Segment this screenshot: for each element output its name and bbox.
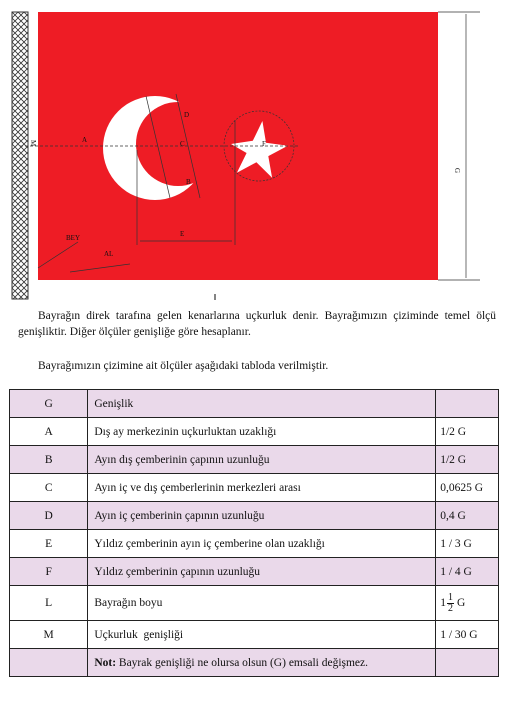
label-f: F xyxy=(262,140,266,148)
table-cell-value: 1/2 G xyxy=(436,446,499,474)
table-cell-symbol: A xyxy=(10,418,88,446)
table-cell-symbol: D xyxy=(10,502,88,530)
note-text: Bayrak genişliği ne olursa olsun (G) emsali değişmez. xyxy=(116,656,369,669)
table-cell-value xyxy=(436,390,499,418)
fraction xyxy=(447,593,454,614)
fraction-denominator: 2 xyxy=(447,602,453,614)
table-cell-value: 0,0625 G xyxy=(436,474,499,502)
table-cell-description: Yıldız çemberinin çapının uzunluğu xyxy=(88,558,436,586)
table-row xyxy=(10,502,499,530)
table-cell-value: 0,4 G xyxy=(436,502,499,530)
table-cell-value: 1 / 30 G xyxy=(436,621,499,649)
table-row-note xyxy=(10,649,499,677)
mixed-number-whole: 1 xyxy=(440,596,446,609)
table-cell-symbol: C xyxy=(10,474,88,502)
paragraph-hoist-definition: Bayrağın direk tarafına gelen kenarlarına uçkurluk denir. Bayrağımızın çiziminde temel ölçü genişliktir. Diğer ölçüler genişliğe göre hesaplanır. xyxy=(18,310,496,338)
table-row xyxy=(10,558,499,586)
table-row xyxy=(10,586,499,621)
table-cell-symbol: G xyxy=(10,390,88,418)
label-c: C xyxy=(180,140,185,148)
table-cell-symbol: B xyxy=(10,446,88,474)
table-row xyxy=(10,621,499,649)
label-a: A xyxy=(82,136,88,144)
label-bey: BEY xyxy=(66,234,80,242)
table-cell-value: 1 / 3 G xyxy=(436,530,499,558)
note-label: Not: xyxy=(94,656,117,669)
table-row xyxy=(10,530,499,558)
table-cell-description: Dış ay merkezinin uçkurluktan uzaklığı xyxy=(88,418,436,446)
table-cell-empty xyxy=(10,649,88,677)
table-row xyxy=(10,474,499,502)
measurements-table xyxy=(9,389,499,677)
table-cell-empty xyxy=(436,649,499,677)
table-cell-symbol: F xyxy=(10,558,88,586)
label-g: G xyxy=(453,168,461,174)
paragraph-table-intro: Bayrağımızın çizimine ait ölçüler aşağıdaki tabloda verilmiştir. xyxy=(38,360,329,372)
table-cell-description: Ayın iç çemberinin çapının uzunluğu xyxy=(88,502,436,530)
label-b: B xyxy=(186,178,191,186)
fraction-numerator: 1 xyxy=(447,591,453,603)
label-m: M xyxy=(29,140,37,147)
table-cell-description: Ayın iç ve dış çemberlerinin merkezleri arası xyxy=(88,474,436,502)
table-cell-description: Genişlik xyxy=(88,390,436,418)
table-cell-symbol: L xyxy=(10,586,88,621)
table-cell-description: Yıldız çemberinin ayın iç çemberine olan uzaklığı xyxy=(88,530,436,558)
table-cell-symbol: M xyxy=(10,621,88,649)
table-row xyxy=(10,418,499,446)
table-row xyxy=(10,446,499,474)
label-e: E xyxy=(180,230,185,238)
note-cell xyxy=(88,649,436,677)
table-cell-value xyxy=(436,586,499,621)
table-cell-value: 1 / 4 G xyxy=(436,558,499,586)
label-d: D xyxy=(184,111,190,119)
table-cell-value: 1/2 G xyxy=(436,418,499,446)
table-cell-description: Uçkurluk genişliği xyxy=(88,621,436,649)
unit: G xyxy=(456,596,466,609)
table-row xyxy=(10,390,499,418)
table-cell-description: Ayın dış çemberinin çapının uzunluğu xyxy=(88,446,436,474)
table-cell-symbol: E xyxy=(10,530,88,558)
flag-diagram xyxy=(0,0,510,305)
label-al: AL xyxy=(104,250,114,258)
table-cell-description: Bayrağın boyu xyxy=(88,586,436,621)
